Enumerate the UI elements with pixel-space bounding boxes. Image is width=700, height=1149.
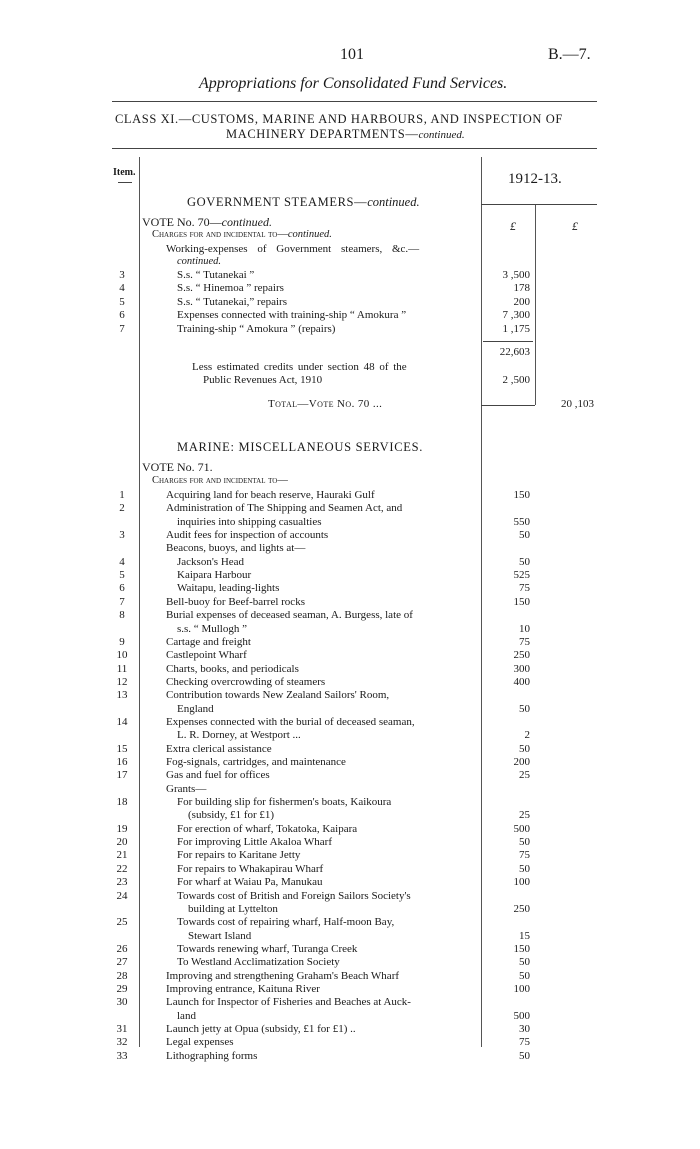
less-credits-amount: 2 ,500 xyxy=(502,374,530,386)
vote-70-charges-continued: continued. xyxy=(287,229,332,240)
vote-71-item-row xyxy=(116,1036,546,1049)
item-description: Improving and strengthening Graham's Beach Wharf xyxy=(166,969,400,982)
item-number: 6 xyxy=(119,309,125,322)
vote-71-item-row xyxy=(116,982,546,996)
item-amount: 400 xyxy=(513,675,530,688)
vote-70-label: VOTE No. 70— xyxy=(142,215,222,229)
item-amount: 1 ,175 xyxy=(502,322,530,335)
item-description: Charts, books, and periodicals xyxy=(166,662,299,675)
item-number: 5 xyxy=(119,569,125,582)
vote-71-item-row xyxy=(116,796,546,809)
item-number: 21 xyxy=(116,849,128,862)
item-description: Legal expenses xyxy=(166,1036,234,1049)
vote-71-item-row xyxy=(116,715,546,729)
item-description: Gas and fuel for offices xyxy=(166,769,270,782)
item-description: Waitapu, leading-lights xyxy=(177,582,280,595)
item-description: Contribution towards New Zealand Sailors' Room, xyxy=(166,689,390,702)
item-amount: 25 xyxy=(519,769,530,782)
vote-71-item-row xyxy=(116,1049,546,1063)
class-heading-line2 xyxy=(226,127,465,142)
vote-71-item-row xyxy=(119,489,546,502)
currency-symbol-1: £ xyxy=(510,219,516,233)
less-credits-line2-text: Public Revenues Act, 1910 xyxy=(203,374,323,386)
vote-71-item-row xyxy=(166,516,546,529)
item-amount: 75 xyxy=(519,635,530,648)
item-amount: 75 xyxy=(519,1036,530,1049)
vote-71-item-row xyxy=(116,836,546,849)
item-description: L. R. Dorney, at Westport ... xyxy=(177,729,301,742)
item-description: (subsidy, £1 for £1) xyxy=(188,809,275,822)
item-number: 4 xyxy=(119,555,125,568)
item-number: 17 xyxy=(116,769,128,782)
vote-70-item-row xyxy=(119,282,557,295)
item-amount: 300 xyxy=(513,662,530,675)
vote-71-item-row xyxy=(119,569,546,582)
vote-71-item-row xyxy=(166,1010,546,1023)
vote-70-continued: continued. xyxy=(221,215,272,229)
vote-71-item-row xyxy=(119,582,546,595)
item-number: 9 xyxy=(119,635,125,648)
item-description: Towards cost of repairing wharf, Half-moon Bay, xyxy=(177,916,395,929)
item-description: s.s. “ Mullogh ” xyxy=(177,622,247,635)
section1-heading-text: GOVERNMENT STEAMERS— xyxy=(187,195,368,209)
item-amount: 200 xyxy=(513,295,530,308)
item-description: Fog-signals, cartridges, and maintenance xyxy=(166,756,346,768)
item-number: 27 xyxy=(116,956,128,969)
item-description: Administration of The Shipping and Seamen Act, and xyxy=(166,502,403,515)
item-amount: 250 xyxy=(513,649,530,662)
item-amount: 250 xyxy=(513,902,530,915)
item-description: building at Lyttelton xyxy=(188,902,278,915)
item-description: Grants— xyxy=(166,782,207,795)
vote-70-item-row xyxy=(119,322,557,336)
vote-71-item-row xyxy=(119,609,546,622)
item-description: Launch for Inspector of Fisheries and Beaches at Auck- xyxy=(166,996,411,1009)
item-description: Lithographing forms xyxy=(166,1049,258,1062)
item-amount: 2 xyxy=(524,729,530,742)
item-amount: 75 xyxy=(519,582,530,595)
item-amount: 30 xyxy=(519,1023,530,1035)
less-credits-line1: Less estimated credits under section 48 of the xyxy=(192,361,407,373)
item-number: 2 xyxy=(119,502,125,515)
item-amount: 50 xyxy=(519,529,530,542)
item-amount: 50 xyxy=(519,555,530,568)
item-amount: 50 xyxy=(519,969,530,982)
year-column-header: 1912-13. xyxy=(508,171,562,187)
item-description: Beacons, buoys, and lights at— xyxy=(166,542,306,555)
vote-70-total-amount: 20 ,103 xyxy=(561,398,594,410)
item-number: 6 xyxy=(119,582,125,595)
item-description: For building slip for fishermen's boats, Kaikoura xyxy=(177,796,392,809)
item-description: For wharf at Waiau Pa, Manukau xyxy=(177,876,323,889)
vote-71-item-row xyxy=(116,1023,546,1036)
item-number: 14 xyxy=(116,715,128,728)
item-number: 19 xyxy=(116,822,128,835)
item-description: Stewart Island xyxy=(188,929,252,942)
vote-71-item-row xyxy=(116,862,546,876)
vote-70-total-label: Total—Vote No. 70 ... xyxy=(268,398,383,410)
working-expenses-heading: Working-expenses of Government steamers, &c.— xyxy=(166,243,420,255)
vote-71-item-row xyxy=(116,756,546,769)
currency-symbol-2: £ xyxy=(572,219,578,233)
item-amount: 525 xyxy=(513,569,530,582)
vote-71-item-row xyxy=(116,742,546,756)
class-heading-line2-text: MACHINERY DEPARTMENTS— xyxy=(226,127,419,141)
item-amount: 50 xyxy=(519,862,530,875)
item-amount: 25 xyxy=(519,809,530,822)
vote-71-item-row xyxy=(116,996,546,1009)
item-amount: 500 xyxy=(513,1009,530,1022)
item-amount: 100 xyxy=(513,982,530,995)
item-number: 7 xyxy=(119,322,125,335)
item-amount: 550 xyxy=(513,515,530,528)
document-reference: B.—7. xyxy=(548,46,591,63)
item-description: Bell-buoy for Beef-barrel rocks xyxy=(166,595,305,608)
item-number: 29 xyxy=(116,982,128,995)
vote-71-item-row xyxy=(166,903,546,916)
item-description: Checking overcrowding of steamers xyxy=(166,675,326,688)
item-number: 31 xyxy=(116,1023,128,1035)
item-number: 20 xyxy=(116,836,128,849)
item-number: 15 xyxy=(116,742,128,755)
vote-71-item-row xyxy=(166,542,546,555)
item-description: England xyxy=(177,702,214,715)
vote-71-item-row xyxy=(166,809,546,822)
vote-71-item-row xyxy=(116,876,546,889)
item-description: S.s. “ Hinemoa ” repairs xyxy=(177,282,284,295)
item-amount: 50 xyxy=(519,836,530,849)
vote-70-heading xyxy=(142,215,272,230)
item-number: 22 xyxy=(116,862,128,875)
item-description: land xyxy=(177,1009,196,1022)
vote-71-item-row xyxy=(116,849,546,862)
vote-70-charges xyxy=(152,229,332,240)
item-description: Towards cost of British and Foreign Sailors Society's xyxy=(177,889,411,902)
item-number: 3 xyxy=(119,529,125,542)
item-description: To Westland Acclimatization Society xyxy=(177,956,340,969)
item-amount: 50 xyxy=(519,702,530,715)
vote-71-item-row xyxy=(166,729,546,742)
item-amount: 200 xyxy=(513,756,530,768)
vote-71-item-row xyxy=(119,635,546,649)
item-number: 12 xyxy=(116,675,128,688)
page-number: 101 xyxy=(340,46,364,63)
year-header-rule xyxy=(481,204,597,205)
item-description: Improving entrance, Kaituna River xyxy=(166,982,320,995)
item-amount: 7 ,300 xyxy=(502,309,530,322)
vote-71-item-row xyxy=(116,822,546,836)
item-description: S.s. “ Tutanekai,” repairs xyxy=(177,295,287,308)
item-description: Kaipara Harbour xyxy=(177,569,252,582)
item-description: Castlepoint Wharf xyxy=(166,649,247,662)
item-amount: 150 xyxy=(513,595,530,608)
class-rule xyxy=(112,148,597,149)
item-number: 8 xyxy=(119,609,125,622)
item-number: 32 xyxy=(116,1036,128,1049)
subtotal-rule xyxy=(483,341,533,342)
item-amount: 150 xyxy=(513,489,530,501)
vote-71-item-row xyxy=(116,662,546,676)
section1-heading-continued: continued. xyxy=(367,195,420,209)
item-description: inquiries into shipping casualties xyxy=(177,515,322,528)
page-title: Appropriations for Consolidated Fund Services. xyxy=(199,75,508,92)
vote-71-item-row xyxy=(119,502,546,515)
vote-71-item-row xyxy=(116,675,546,689)
item-number: 3 xyxy=(119,269,125,281)
vote-71-item-row xyxy=(116,969,546,983)
item-description: Audit fees for inspection of accounts xyxy=(166,529,329,542)
item-number: 24 xyxy=(116,889,128,902)
item-number: 18 xyxy=(116,796,128,809)
subtotal-amount: 22,603 xyxy=(499,346,530,358)
item-description: For erection of wharf, Tokatoka, Kaipara xyxy=(177,822,358,835)
vote-71-item-row xyxy=(166,703,546,716)
vote-70-charges-text: Charges for and incidental to— xyxy=(152,229,288,240)
vote-71-item-row xyxy=(166,930,546,943)
vote-71-item-row xyxy=(166,623,546,636)
total-rule xyxy=(481,405,535,406)
item-description: Burial expenses of deceased seaman, A. Burgess, late of xyxy=(166,609,413,622)
item-amount: 3 ,500 xyxy=(502,269,530,281)
item-description: For repairs to Whakapirau Wharf xyxy=(177,862,324,875)
item-amount: 10 xyxy=(519,622,530,635)
item-description: Extra clerical assistance xyxy=(166,742,272,755)
item-number: 25 xyxy=(116,916,128,929)
vote-70-item-row xyxy=(119,309,557,322)
section2-heading: MARINE: MISCELLANEOUS SERVICES. xyxy=(177,440,424,454)
item-amount: 178 xyxy=(513,282,530,295)
item-number: 7 xyxy=(119,595,125,608)
item-amount: 100 xyxy=(513,876,530,889)
item-amount: 75 xyxy=(519,849,530,862)
item-number: 1 xyxy=(119,489,125,501)
vote-71-item-row xyxy=(119,595,546,609)
item-number: 10 xyxy=(116,649,128,662)
vote-71-item-row xyxy=(166,783,546,796)
item-description: For repairs to Karitane Jetty xyxy=(177,849,301,862)
item-column-header: Item. xyxy=(113,167,136,178)
item-description: S.s. “ Tutanekai ” xyxy=(177,269,255,281)
item-number: 30 xyxy=(116,996,128,1009)
item-number: 33 xyxy=(116,1049,128,1062)
item-description: Training-ship “ Amokura ” (repairs) xyxy=(177,322,336,335)
item-description: Expenses connected with training-ship “ Amokura ” xyxy=(177,309,407,322)
item-description: For improving Little Akaloa Wharf xyxy=(177,836,332,849)
item-number: 23 xyxy=(116,876,128,889)
item-amount: 500 xyxy=(513,822,530,835)
item-amount: 50 xyxy=(519,1049,530,1062)
vote-71-item-row xyxy=(116,689,546,702)
item-number: 28 xyxy=(116,969,128,982)
class-heading-continued: continued. xyxy=(418,129,465,141)
item-description: Jackson's Head xyxy=(177,555,245,568)
vote-71-charges: Charges for and incidental to— xyxy=(152,475,288,486)
vote-71-item-row xyxy=(116,649,546,662)
item-amount: 150 xyxy=(513,942,530,955)
item-description: Launch jetty at Opua (subsidy, £1 for £1) .. xyxy=(166,1023,356,1035)
vote-71-item-row xyxy=(119,555,546,569)
vote-71-item-row xyxy=(116,916,546,929)
item-number: 13 xyxy=(116,689,128,702)
vote-71-item-row xyxy=(116,956,546,969)
vote-70-item-row xyxy=(119,295,557,309)
working-expenses-continued: continued. xyxy=(177,256,222,267)
item-description: Expenses connected with the burial of deceased seaman, xyxy=(166,715,415,728)
item-number: 5 xyxy=(119,295,125,308)
item-description: Towards renewing wharf, Turanga Creek xyxy=(177,942,358,955)
item-description: Acquiring land for beach reserve, Hauraki Gulf xyxy=(166,489,375,501)
section1-heading xyxy=(187,195,420,210)
item-number: 16 xyxy=(116,756,128,768)
item-amount: 50 xyxy=(519,956,530,969)
vote-71-item-row xyxy=(116,769,546,782)
vote-70-item-row xyxy=(119,269,557,282)
vote-71-item-row xyxy=(116,942,546,956)
vote-71-item-row xyxy=(116,889,546,903)
title-rule xyxy=(112,101,597,102)
item-amount: 50 xyxy=(519,742,530,755)
class-heading-line1: CLASS XI.—CUSTOMS, MARINE AND HARBOURS, AND INSPECTION OF xyxy=(115,112,563,126)
item-number: 26 xyxy=(116,942,128,955)
item-description: Cartage and freight xyxy=(166,635,251,648)
item-number: 11 xyxy=(116,662,128,675)
vote-71-item-row xyxy=(119,529,546,542)
item-number: 4 xyxy=(119,282,125,295)
item-header-underline xyxy=(118,182,132,183)
vote-71-heading: VOTE No. 71. xyxy=(142,460,213,474)
less-credits-line2 xyxy=(203,374,322,386)
item-amount: 15 xyxy=(519,929,530,942)
